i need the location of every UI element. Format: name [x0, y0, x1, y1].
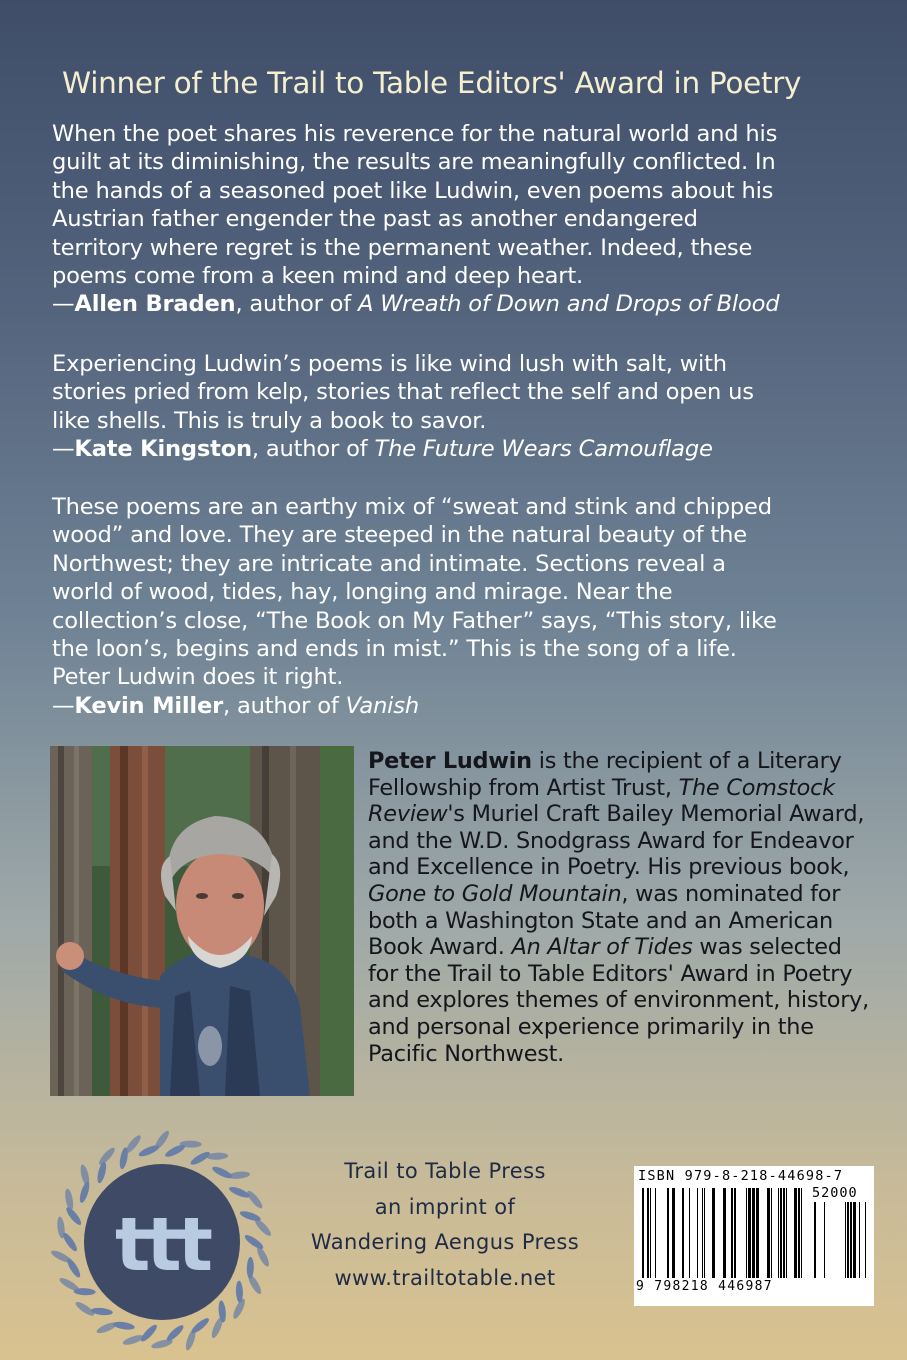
- bio-journal-title: The Comstock Review: [368, 774, 835, 828]
- barcode-addon-bar: [824, 1202, 825, 1278]
- publisher-parent: Wandering Aengus Press: [310, 1230, 580, 1254]
- logo-leaf: [64, 1188, 75, 1211]
- barcode-bar: [746, 1188, 747, 1278]
- attribution-name: Allen Braden: [74, 291, 236, 318]
- barcode-bar: [647, 1188, 649, 1278]
- barcode-bar: [756, 1188, 759, 1278]
- barcode-bar: [752, 1188, 755, 1278]
- blurb-braden: [52, 120, 860, 319]
- logo-leaf: [64, 1205, 83, 1227]
- barcode-bar: [702, 1188, 703, 1278]
- bio-text: 's Muriel Craft Bailey Memorial Award, and the W.D. Snodgrass Award for Endeavor and Excellence in Poetry. His previous book,: [368, 801, 865, 881]
- logo-leaf: [228, 1171, 251, 1180]
- bio-text: is the recipient of a Literary Fellowship from Artist Trust,: [368, 748, 842, 801]
- bio-book-title: An Altar of Tides: [511, 934, 693, 961]
- blurb-line: Experiencing Ludwin’s poems is like wind lush with salt, with: [52, 351, 727, 377]
- barcode-bar: [697, 1188, 698, 1278]
- barcode-bar: [704, 1188, 705, 1278]
- blurb-line: When the poet shares his reverence for the natural world and his: [52, 121, 778, 147]
- blurb-line: Peter Ludwin does it right.: [52, 664, 344, 691]
- bio-text: , was nominated for both a Washington State and an American Book Award.: [368, 880, 841, 961]
- author-photo-illustration: [50, 746, 354, 1096]
- award-heading: Winner of the Trail to Table Editors' Award in Poetry: [62, 66, 802, 100]
- bio-previous-book-title: Gone to Gold Mountain: [368, 880, 622, 907]
- price-code: 52000: [812, 1185, 858, 1201]
- barcode-bar: [778, 1188, 779, 1278]
- logo-leaf: [246, 1273, 263, 1296]
- blurb-line: collection’s close, “The Book on My Father” says, “This story, like: [52, 607, 777, 634]
- blurb-line: Austrian father engender the past as another endangered: [52, 206, 698, 233]
- publisher-name: Trail to Table Press: [344, 1159, 546, 1183]
- attribution-author-of: , author of: [223, 692, 346, 719]
- barcode-bar: [798, 1188, 800, 1278]
- isbn-barcode: [634, 1166, 874, 1306]
- author-bio: [368, 748, 873, 1067]
- blurb-line: like shells. This is truly a book to savor.: [52, 407, 487, 434]
- barcode-bar: [767, 1188, 770, 1278]
- barcode-bar: [731, 1188, 733, 1278]
- attribution-dash: —: [52, 692, 75, 719]
- blurb-line: stories pried from kelp, stories that reflect the self and open us: [52, 379, 754, 406]
- blurb-line: territory where regret is the permanent weather. Indeed, these: [52, 234, 753, 261]
- blurb-line: the loon’s, begins and ends in mist.” This is the song of a life.: [52, 636, 737, 663]
- publisher-info: [280, 1154, 610, 1296]
- barcode-bar: [748, 1188, 751, 1278]
- logo-leaf: [255, 1245, 271, 1268]
- isbn-number: ISBN 979-8-218-44698-7: [638, 1168, 844, 1184]
- blurb-miller: [52, 493, 860, 720]
- barcode-bar: [642, 1188, 644, 1278]
- barcode-bar: [655, 1188, 656, 1278]
- blurb-attribution: [52, 435, 860, 463]
- logo-leaf: [124, 1133, 143, 1155]
- logo-leaf: [97, 1146, 117, 1167]
- attribution-name: Kate Kingston: [74, 436, 252, 463]
- barcode-addon-bar: [853, 1202, 856, 1278]
- logo-leaf: [243, 1233, 265, 1251]
- barcode-addon-bar: [814, 1202, 816, 1278]
- logo-text: ttt: [114, 1202, 210, 1288]
- blurb-line: poems come from a keen mind and deep heart.: [52, 263, 584, 290]
- barcode-bar: [723, 1188, 726, 1278]
- publisher-website: www.trailtotable.net: [334, 1265, 556, 1290]
- bio-text: was selected for the Trail to Table Editors' Award in Poetry and explores themes of environment, history, and personal experience primarily in the Pacific Northwest.: [368, 934, 870, 1067]
- attribution-book-title: Vanish: [345, 692, 419, 719]
- logo-leaf: [139, 1323, 159, 1344]
- attribution-name: Kevin Miller: [74, 692, 224, 719]
- barcode-addon-bar: [847, 1202, 849, 1278]
- attribution-dash: —: [52, 291, 75, 318]
- barcode-bar: [801, 1188, 802, 1278]
- barcode-bar: [667, 1188, 669, 1278]
- attribution-book-title: The Future Wears Camouflage: [374, 436, 713, 463]
- barcode-addon-bar: [850, 1202, 852, 1278]
- press-logo: [50, 1130, 274, 1354]
- barcode-bar: [786, 1188, 787, 1278]
- barcode-bar: [783, 1188, 785, 1278]
- blurb-line: Northwest; they are intricate and intimate. Sections reveal a: [52, 550, 726, 577]
- barcode-addon-bar: [845, 1202, 846, 1278]
- barcode-bar: [682, 1188, 684, 1278]
- author-photo: [50, 746, 354, 1096]
- barcode-bar: [650, 1188, 651, 1278]
- logo-leaf: [78, 1181, 91, 1204]
- barcode-bar: [672, 1188, 675, 1278]
- logo-leaf: [153, 1130, 171, 1151]
- barcode-digits: 9 798218 446987: [636, 1279, 773, 1294]
- barcode-bar: [712, 1188, 715, 1278]
- logo-leaf: [79, 1164, 91, 1187]
- logo-emblem: [50, 1130, 274, 1354]
- barcode-addon-bar: [859, 1202, 860, 1278]
- barcode-bar: [794, 1188, 797, 1278]
- blurb-line: These poems are an earthy mix of “sweat and stink and chipped: [52, 494, 772, 520]
- attribution-dash: —: [52, 436, 75, 463]
- blurb-attribution: [52, 290, 860, 318]
- bio-author-name: Peter Ludwin: [368, 748, 532, 774]
- logo-leaf: [253, 1217, 273, 1238]
- publisher-imprint-of: an imprint of: [374, 1194, 516, 1219]
- logo-leaf: [50, 1248, 72, 1264]
- barcode-bar: [734, 1188, 736, 1278]
- blurb-line: the hands of a seasoned poet like Ludwin, even poems about his: [52, 177, 774, 204]
- attribution-author-of: , author of: [235, 291, 359, 318]
- barcode-bar: [689, 1188, 690, 1278]
- blurb-line: world of wood, tides, hay, longing and mirage. Near the: [52, 579, 673, 606]
- barcode-bar: [780, 1188, 782, 1278]
- attribution-author-of: , author of: [251, 436, 375, 463]
- blurb-kingston: [52, 350, 860, 464]
- barcode-bar: [771, 1188, 772, 1278]
- logo-leaf: [245, 1189, 264, 1210]
- attribution-book-title: A Wreath of Down and Drops of Blood: [358, 291, 780, 318]
- blurb-line: wood” and love. They are steeped in the natural beauty of the: [52, 522, 747, 549]
- barcode-addon-bar: [865, 1202, 866, 1278]
- blurb-line: guilt at its diminishing, the results are meaningfully conflicted. In: [52, 149, 776, 176]
- logo-leaf: [95, 1320, 118, 1335]
- logo-leaf: [210, 1316, 225, 1339]
- logo-leaf: [96, 1161, 108, 1184]
- blurb-attribution: [52, 692, 860, 720]
- logo-leaf: [58, 1276, 81, 1293]
